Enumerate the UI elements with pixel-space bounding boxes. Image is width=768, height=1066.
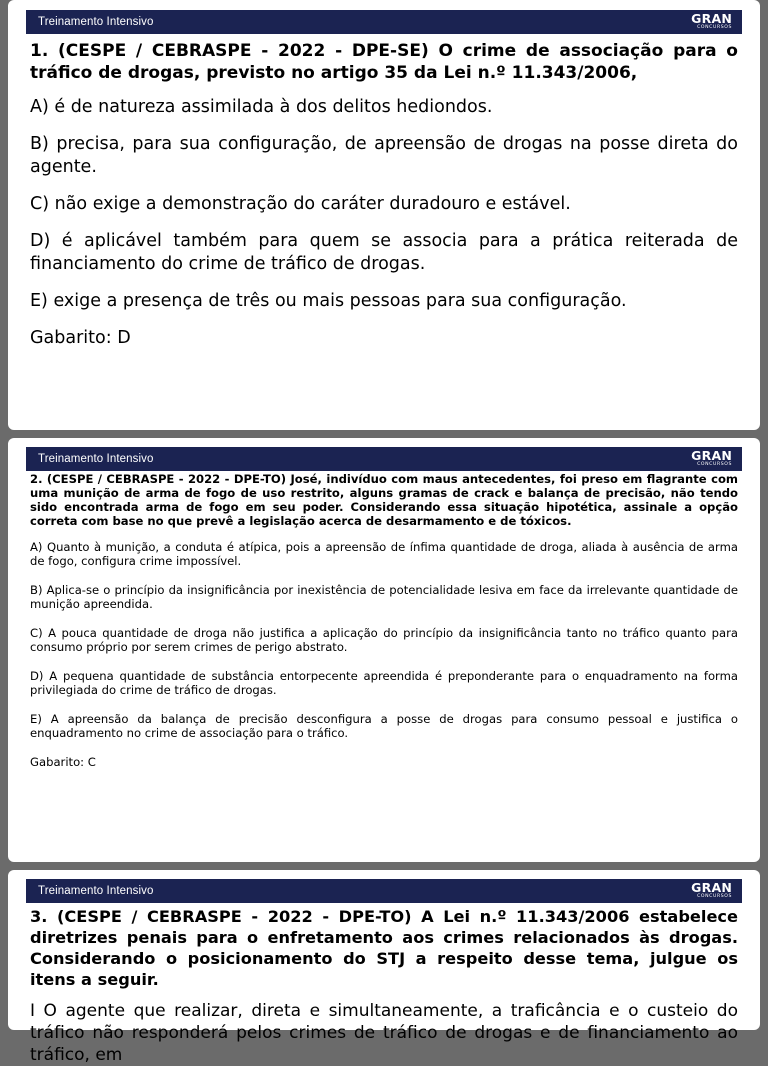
logo-main-text: GRAN — [691, 447, 732, 463]
logo-sub-text: CONCURSOS — [697, 462, 732, 468]
question-text: 3. (CESPE / CEBRASPE - 2022 - DPE-TO) A Lei n.º 11.343/2006 estabelece diretrizes penais para o enfretamento aos crimes relacionados às drogas. Considerando o posicionamento do STJ a respeito desse tema, julgue os itens a seguir. — [30, 907, 738, 989]
option-c: C) não exige a demonstração do caráter duradouro e estável. — [30, 194, 571, 214]
option-b: B) precisa, para sua configuração, de apreensão de drogas na posse direta do agente. — [30, 134, 738, 177]
answer-key: Gabarito: D — [30, 328, 131, 348]
slide-question-2 — [8, 438, 760, 862]
logo-sub-text: CONCURSOS — [697, 894, 732, 900]
question-content — [30, 40, 738, 364]
logo-sub-text: CONCURSOS — [697, 25, 732, 31]
gran-logo — [691, 879, 732, 900]
header-title: Treinamento Intensivo — [38, 453, 154, 465]
item-i: I O agente que realizar, direta e simultaneamente, a traficância e o custeio do tráfico não responderá pelos crimes de tráfico de drogas e de financiamento ao tráfico, em — [30, 1001, 738, 1065]
option-b: B) Aplica-se o princípio da insignificância por inexistência de potencialidade lesiva em face da irrelevante quantidade de munição apreendida. — [30, 583, 738, 611]
slide-header — [26, 447, 742, 471]
option-a: A) é de natureza assimilada à dos delitos hediondos. — [30, 97, 493, 117]
slide-header — [26, 879, 742, 903]
slide-question-3 — [8, 870, 760, 1065]
logo-main-text: GRAN — [691, 10, 732, 26]
option-c: C) A pouca quantidade de droga não justifica a aplicação do princípio da insignificância tanto no tráfico quanto para consumo próprio por serem crimes de perigo abstrato. — [30, 626, 738, 654]
option-e: E) exige a presença de três ou mais pessoas para sua configuração. — [30, 291, 627, 311]
question-content — [30, 906, 738, 1066]
option-d: D) A pequena quantidade de substância entorpecente apreendida é preponderante para o enquadramento na forma privilegiada do crime de tráfico de drogas. — [30, 669, 738, 697]
option-e: E) A apreensão da balança de precisão desconfigura a posse de drogas para consumo pessoal e justifica o enquadramento no crime de associação para o tráfico. — [30, 712, 738, 740]
logo-main-text: GRAN — [691, 879, 732, 895]
answer-key: Gabarito: C — [30, 755, 96, 769]
slide-question-1 — [8, 0, 760, 430]
header-title: Treinamento Intensivo — [38, 885, 154, 897]
question-text: 2. (CESPE / CEBRASPE - 2022 - DPE-TO) José, indivíduo com maus antecedentes, foi preso em flagrante com uma munição de arma de fogo de uso restrito, alguns gramas de crack e balança de precisão, não tendo sido encontrada arma de fogo em seu poder. Considerando essa situação hipotética, assinale a opção correta com base no que prevê a legislação acerca de desarmamento e de tóxicos. — [30, 472, 738, 528]
gran-logo — [691, 447, 732, 468]
slide-header — [26, 10, 742, 34]
header-title: Treinamento Intensivo — [38, 16, 154, 28]
option-d: D) é aplicável também para quem se associa para a prática reiterada de financiamento do crime de tráfico de drogas. — [30, 231, 738, 274]
question-text: 1. (CESPE / CEBRASPE - 2022 - DPE-SE) O crime de associação para o tráfico de drogas, previsto no artigo 35 da Lei n.º 11.343/2006, — [30, 41, 738, 83]
gran-logo — [691, 10, 732, 31]
option-a: A) Quanto à munição, a conduta é atípica, pois a apreensão de ínfima quantidade de droga, aliada à ausência de arma de fogo, configura crime impossível. — [30, 540, 738, 568]
question-content — [30, 472, 738, 784]
